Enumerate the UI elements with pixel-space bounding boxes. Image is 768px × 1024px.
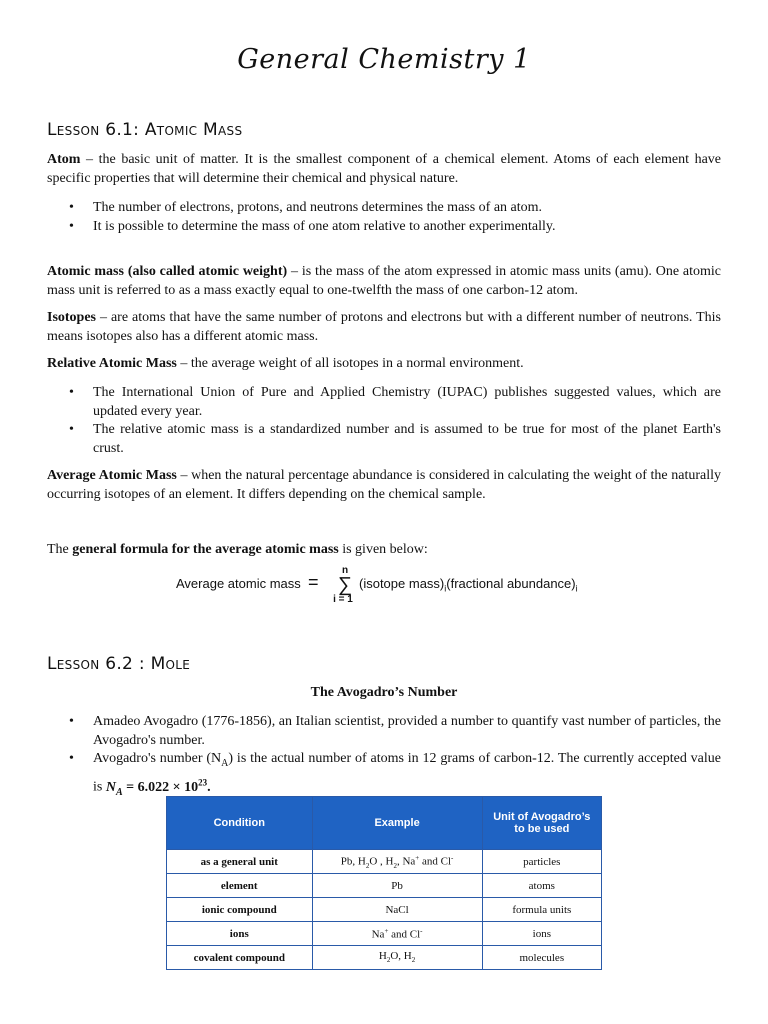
atomic-mass-definition bbox=[47, 263, 721, 300]
isotopes-definition bbox=[47, 309, 721, 346]
formula-sub-i: i bbox=[575, 583, 578, 594]
formula-intro-bold: general formula for the average atomic mass bbox=[72, 542, 339, 557]
cell-example: Pb bbox=[312, 874, 482, 898]
na-sub: A bbox=[115, 786, 123, 798]
cell-condition: element bbox=[167, 874, 313, 898]
formula-lhs: Average atomic mass bbox=[176, 576, 301, 591]
formula-equals: = bbox=[308, 572, 319, 592]
cell-condition: as a general unit bbox=[167, 850, 313, 874]
cell-example: NaCl bbox=[312, 898, 482, 922]
atom-term: Atom bbox=[47, 152, 81, 167]
table-row bbox=[167, 874, 602, 898]
table-row bbox=[167, 922, 602, 946]
sum-upper-limit: n bbox=[341, 565, 349, 576]
cell-condition: ionic compound bbox=[167, 898, 313, 922]
lesson-6-1-heading: Lesson 6.1: Atomic Mass bbox=[47, 120, 243, 140]
formula-intro-pre: The bbox=[47, 542, 73, 557]
ram-def-text: – the average weight of all isotopes in a normal environment. bbox=[176, 356, 524, 371]
cell-unit: molecules bbox=[482, 946, 601, 970]
avogadro-bullet-list bbox=[47, 713, 721, 802]
sum-lower-limit: i = 1 bbox=[333, 594, 353, 605]
relative-atomic-mass-definition bbox=[47, 355, 721, 374]
ram-term: Relative Atomic Mass bbox=[47, 356, 177, 371]
avogadro-units-table bbox=[166, 796, 602, 970]
aam-def-text: – when the natural percentage abundance is considered in calculating the weight of the naturally occurring isotopes of an element. It differs depending on the chemical sample. bbox=[47, 468, 721, 502]
atomic-mass-def-text: – is the mass of the atom expressed in atomic mass units (amu). One atomic mass unit is referred to as a mass exactly equal to one-twelfth the mass of one carbon-12 atom. bbox=[47, 264, 721, 298]
cell-condition: covalent compound bbox=[167, 946, 313, 970]
isotopes-def-text: – are atoms that have the same number of protons and electrons but with a different number of neutrons. This means isotopes also has a different atomic mass. bbox=[47, 310, 721, 344]
cell-unit: formula units bbox=[482, 898, 601, 922]
atom-def-text: – the basic unit of matter. It is the smallest component of a chemical element. Atoms of each element have specific properties that will determine their chemical and physical nature. bbox=[47, 152, 721, 186]
cell-example: Na+ and Cl- bbox=[312, 922, 482, 946]
bullet2-mid: ) is the actual number of atoms in 12 grams of carbon-12. The currently accepted value is bbox=[93, 751, 721, 795]
list-item: • The number of electrons, protons, and neutrons determines the mass of an atom. bbox=[47, 199, 721, 218]
atom-bullet-list bbox=[47, 199, 721, 236]
bullet2-end: . bbox=[207, 779, 211, 795]
table-row bbox=[167, 946, 602, 970]
formula-term-isotope-mass: (isotope mass) bbox=[359, 576, 445, 591]
sigma-icon: ∑ bbox=[337, 574, 353, 596]
avogadro-exponent: 23 bbox=[198, 777, 208, 788]
list-item: • It is possible to determine the mass of one atom relative to another experimentally. bbox=[47, 218, 721, 237]
bullet2-pre: Avogadro's number (N bbox=[93, 751, 222, 766]
cell-unit: ions bbox=[482, 922, 601, 946]
na-symbol: N bbox=[105, 779, 116, 795]
summation-symbol bbox=[334, 566, 356, 606]
atomic-mass-term: Atomic mass (also called atomic weight) bbox=[47, 264, 288, 279]
header-unit: Unit of Avogadro’s to be used bbox=[482, 797, 601, 850]
list-item bbox=[47, 750, 721, 802]
header-condition: Condition bbox=[167, 797, 313, 850]
average-atomic-mass-definition bbox=[47, 467, 721, 504]
cell-example: $H_2O$, $H_2$ bbox=[312, 946, 482, 970]
isotopes-term: Isotopes bbox=[47, 310, 97, 325]
ram-bullet-list bbox=[47, 384, 721, 458]
header-example: Example bbox=[312, 797, 482, 850]
cell-unit: atoms bbox=[482, 874, 601, 898]
table-row bbox=[167, 850, 602, 874]
cell-unit: particles bbox=[482, 850, 601, 874]
aam-term: Average Atomic Mass bbox=[47, 468, 177, 483]
formula-sub-i: i bbox=[444, 583, 447, 594]
formula-term-fractional-abundance: (fractional abundance) bbox=[446, 576, 576, 591]
formula-intro bbox=[47, 541, 721, 560]
table-body bbox=[167, 850, 602, 970]
page-title: General Chemistry 1 bbox=[237, 44, 531, 75]
formula-rhs bbox=[359, 576, 578, 594]
list-item: • The International Union of Pure and Applied Chemistry (IUPAC) publishes suggested values, which are updated every year. bbox=[47, 384, 721, 421]
lesson-6-2-heading: Lesson 6.2 : Mole bbox=[47, 654, 191, 674]
table-header-row bbox=[167, 797, 602, 850]
avogadro-subheading: The Avogadro’s Number bbox=[310, 685, 458, 700]
bullet2-sub: A bbox=[221, 757, 229, 769]
cell-example: Pb, $H_2O$ , $H_2$, Na+ and Cl- bbox=[312, 850, 482, 874]
average-atomic-mass-formula bbox=[176, 566, 596, 614]
atom-definition bbox=[47, 151, 721, 188]
table-row bbox=[167, 898, 602, 922]
list-item: • The relative atomic mass is a standardized number and is assumed to be true for most of the planet Earth's crust. bbox=[47, 421, 721, 458]
list-item: • Amadeo Avogadro (1776-1856), an Italian scientist, provided a number to quantify vast number of particles, the Avogadro's number. bbox=[47, 713, 721, 750]
avogadro-value: = 6.022 × 10 bbox=[122, 779, 199, 795]
cell-condition: ions bbox=[167, 922, 313, 946]
formula-intro-post: is given below: bbox=[338, 542, 428, 557]
